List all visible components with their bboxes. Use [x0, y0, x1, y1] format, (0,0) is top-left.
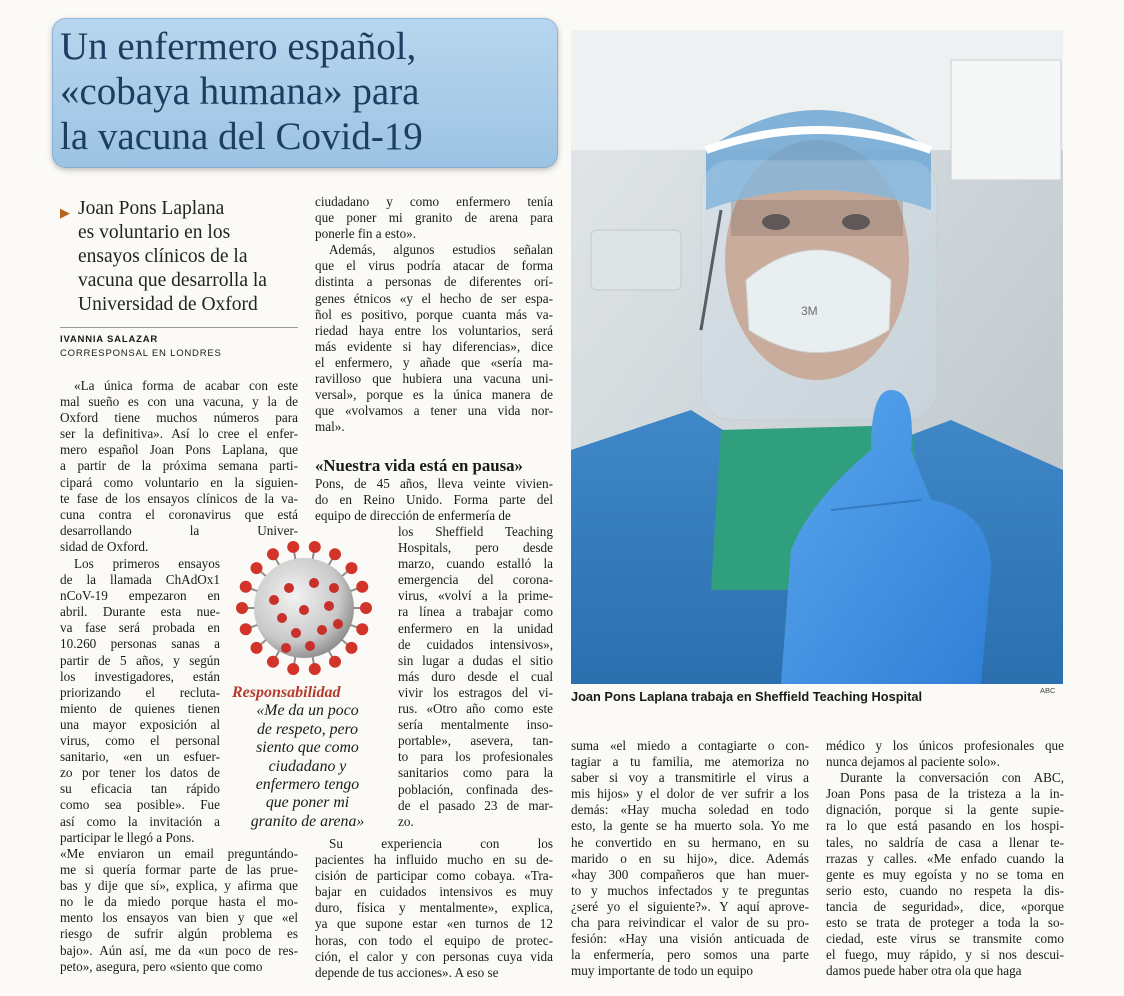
text-line: de cuidados intensivos»,	[398, 636, 553, 652]
virus-spike-head	[329, 548, 341, 560]
text-line: to para los profesionales	[398, 749, 553, 765]
text-line: ciudadano y como enfermero tenía	[315, 194, 553, 209]
text-line: que «volvamos a tener una vida nor-	[315, 403, 553, 419]
virus-spike-head	[236, 602, 248, 614]
text-line: su eficacia tan rápido	[60, 781, 220, 797]
text-line: sin lugar a dudas el sitio	[398, 652, 553, 668]
text-line: Joan Pons pasa de la tristeza a la in-	[826, 786, 1064, 802]
text-line: ra línea a trabajar como	[398, 604, 553, 620]
subhead	[60, 197, 305, 317]
text-line: cisión de participar como cobaya. «Tra-	[315, 868, 553, 884]
column-2-bottom	[315, 836, 553, 981]
text-line: mis hijos» y el dolor de ver sufrir a los	[571, 786, 809, 802]
column-3	[571, 738, 809, 979]
text-line: cha para reivindicar el valor de su pro-	[571, 915, 809, 931]
text-line: más evidente si hay diferencias», dice	[315, 338, 553, 354]
virus-spike-head	[345, 642, 357, 654]
text-line: demás: «Hay mucha soledad en todo	[571, 802, 809, 818]
text-line: tagiar a tu familia, me atemoriza no	[571, 754, 809, 770]
headline-line: Un enfermero español,	[60, 25, 417, 68]
text-line: esto se trata de proteger a toda la so-	[826, 915, 1064, 931]
text-line: te fase de los ensayos clínicos de la va-	[60, 490, 298, 506]
text-line: suma «el miedo a contagiarte o con-	[571, 738, 809, 753]
coronavirus-illustration	[234, 538, 374, 678]
virus-surface-protein	[277, 613, 287, 623]
virus-spike-head	[360, 602, 372, 614]
text-line: fesión: «Hay una visión anticuada de	[571, 931, 809, 947]
pull-quote-line: siento que como	[256, 739, 359, 757]
text-line: depende de tus acciones». A eso se	[315, 964, 499, 980]
text-line: los Sheffield Teaching	[398, 524, 553, 539]
text-line: nCoV-19 empezaron en	[60, 588, 220, 604]
text-line: equipo de dirección de enfermería de	[315, 508, 511, 524]
virus-spike-head	[356, 623, 368, 635]
text-line: rrazas y calles. «Me enfado cuando la	[826, 850, 1064, 866]
text-line: población, confinada des-	[398, 781, 553, 797]
column-1	[60, 378, 298, 555]
text-line: sería mentalmente inso-	[398, 717, 553, 733]
text-line: portable», asevera, tan-	[398, 733, 553, 749]
text-line: esto, la gente se ha muerto sola. Yo me	[571, 818, 809, 834]
nurse-selfie-illustration	[571, 30, 1063, 684]
virus-spike-head	[240, 581, 252, 593]
virus-surface-protein	[324, 601, 334, 611]
text-line: ¿seré yo el siguiente?». Y aquí aprove-	[571, 898, 809, 914]
text-line: sanitario, «en un esfuer-	[60, 749, 220, 765]
text-line: partir de 5 años, y según	[60, 652, 220, 668]
headline-line: la vacuna del Covid-19	[60, 115, 423, 158]
text-line: ra lo que está pasando en los hospi-	[826, 818, 1064, 834]
text-line: to y muchos infectados y te preguntas	[571, 882, 809, 898]
pull-quote-line: que poner mi	[265, 794, 350, 812]
text-line: mero español Joan Pons Laplana, que	[60, 442, 298, 458]
column-1-wrap	[60, 556, 220, 846]
column-4	[826, 738, 1064, 979]
text-line: el fuego, muy rápido, y si nos descui-	[826, 947, 1064, 963]
text-line: cuna contra el coronavirus que está	[60, 506, 298, 522]
text-line: tales, no saldría de casa a llenar te-	[826, 834, 1064, 850]
text-line: ser la definitiva». Así lo cree el enfer-	[60, 426, 298, 442]
text-line: riedad haya entre los voluntarios, será	[315, 322, 553, 338]
text-line: do en Reino Unido. Forma parte del	[315, 492, 553, 508]
text-line: gente es muy egoísta y no se toma en	[826, 866, 1064, 882]
photo-credit: ABC	[1040, 686, 1056, 695]
virus-surface-protein	[309, 578, 319, 588]
text-line: ciedad, este virus se transmite como	[826, 931, 1064, 947]
byline-rule	[60, 327, 298, 328]
text-line: sidad de Oxford.	[60, 538, 149, 554]
text-line: ñol es positivo, porque cuanta más va-	[315, 306, 553, 322]
text-line: que poner mi granito de arena para	[315, 210, 553, 226]
headline-line: «cobaya humana» para	[60, 70, 420, 113]
text-line: Durante la conversación con ABC,	[840, 770, 1064, 786]
text-line: desarrollando la Univer-	[60, 522, 298, 538]
text-line: participar le llegó a Pons.	[60, 829, 195, 845]
pull-quote-line: de respeto, pero	[256, 720, 359, 738]
text-line: enfermero en la unidad	[398, 620, 553, 636]
text-line: mento los ensayos van bien y que «el	[60, 910, 298, 926]
subhead-line: es voluntario en los	[78, 222, 231, 243]
text-line: así como la invitación a	[60, 813, 220, 829]
photo-caption: Joan Pons Laplana trabaja en Sheffield Teaching Hospital	[571, 689, 923, 704]
pull-quote-line: enfermero tengo	[255, 776, 360, 794]
text-line: virus, «volví a la prime-	[398, 588, 553, 604]
virus-surface-protein	[291, 628, 301, 638]
text-line: ción, el calor y con personas cuya vida	[315, 948, 553, 964]
text-line: emergencia del corona-	[398, 572, 553, 588]
text-line: riesgo de sufrir algún problema es	[60, 926, 298, 942]
pull-quote	[225, 684, 390, 831]
text-line: serio esto, cuando no respeta la dis-	[826, 882, 1064, 898]
virus-spike-head	[267, 548, 279, 560]
text-line: he convertido en su hermano, en su	[571, 834, 809, 850]
subhead-line: ensayos clínicos de la	[78, 246, 248, 267]
text-line: abril. Durante esta nue-	[60, 604, 220, 620]
text-line: más duro desde el cual	[398, 668, 553, 684]
virus-surface-protein	[305, 641, 315, 651]
text-line: virus, como el personal	[60, 733, 220, 749]
text-line: marzo, cuando estalló la	[398, 556, 553, 572]
text-line: bajo». Aún así, me da «un poco de res-	[60, 942, 298, 958]
column-2-mid	[315, 476, 553, 524]
text-line: Oxford tiene muchos números para	[60, 410, 298, 426]
pull-quote-line: «Me da un poco	[256, 702, 359, 720]
text-line: va fase será probada en	[60, 620, 220, 636]
mask-brand-text: 3M	[801, 304, 818, 318]
text-line: pacientes ha influido mucho en su de-	[315, 852, 553, 868]
text-line: Pons, de 45 años, lleva veinte vivien-	[315, 476, 553, 491]
text-line: 10.260 personas sanas a	[60, 636, 220, 652]
text-line: Hospitals, pero desde	[398, 540, 553, 556]
text-line: médico y los únicos profesionales que	[826, 738, 1064, 753]
virus-spike-head	[267, 656, 279, 668]
triangle-bullet-icon: ▶	[60, 205, 70, 220]
virus-surface-protein	[329, 583, 339, 593]
text-line: horas, con todo el equipo de protec-	[315, 932, 553, 948]
text-line: zo por tener los datos de	[60, 765, 220, 781]
text-line: me si quería formar parte de las prue-	[60, 862, 298, 878]
text-line: Además, algunos estudios señalan	[329, 242, 553, 258]
text-line: miento de quienes tienen	[60, 700, 220, 716]
virus-surface-protein	[333, 619, 343, 629]
text-line: tancia de seguridad», dice, «porque	[826, 898, 1064, 914]
headline	[60, 24, 560, 159]
text-line: de el pasado 23 de mar-	[398, 797, 553, 813]
text-line: una mayor exposición al	[60, 716, 220, 732]
text-line: cipará como voluntario en la siguien-	[60, 474, 298, 490]
pull-quote-line: ciudadano y	[268, 757, 347, 775]
text-line: zo.	[398, 813, 414, 829]
virus-surface-protein	[299, 605, 309, 615]
text-line: los investigadores, están	[60, 668, 220, 684]
text-line: ravilloso que hubiera una vacuna uni-	[315, 371, 553, 387]
column-2-top	[315, 194, 553, 435]
text-line: duro, física y mentalmente», explica,	[315, 900, 553, 916]
text-line: «Me enviaron un email preguntándo-	[60, 846, 298, 861]
virus-surface-protein	[281, 643, 291, 653]
nurse-photo	[571, 30, 1063, 684]
text-line: de la llamada ChAdOx1	[60, 572, 220, 588]
virus-spike-head	[356, 581, 368, 593]
virus-surface-protein	[317, 625, 327, 635]
virus-spike-head	[240, 623, 252, 635]
text-line: sanitarios como para la	[398, 765, 553, 781]
text-line: que el virus podría atacar de forma	[315, 258, 553, 274]
virus-spike-head	[309, 663, 321, 675]
subhead-line: Universidad de Oxford	[78, 294, 258, 315]
text-line: «hay 300 compañeros que han muer-	[571, 866, 809, 882]
text-line: el enfermero, y añade que «sería ma-	[315, 354, 553, 370]
section-heading: «Nuestra vida está en pausa»	[315, 456, 523, 475]
text-line: Su experiencia con los	[329, 836, 553, 851]
text-line: Los primeros ensayos	[74, 556, 220, 571]
virus-spike-head	[251, 642, 263, 654]
virus-spike-head	[251, 562, 263, 574]
column-1-bottom	[60, 846, 298, 975]
text-line: la enfermería, pero somos una parte	[571, 947, 809, 963]
virus-surface-protein	[269, 595, 279, 605]
pull-quote-kicker: Responsabilidad	[232, 684, 341, 701]
text-line: versal», porque es la única manera de	[315, 387, 553, 403]
text-line: como sea posible». Fue	[60, 797, 220, 813]
virus-spike-head	[329, 656, 341, 668]
text-line: dignación, porque si la gente supie-	[826, 802, 1064, 818]
text-line: damos puede haber otra ola que haga	[826, 963, 1022, 979]
text-line: muy importante de todo un equipo	[571, 963, 754, 979]
text-line: ya que supone estar «en turnos de 12	[315, 916, 553, 932]
text-line: mal sueño es con una vacuna, y la de	[60, 394, 298, 410]
pull-quote-line: granito de arena»	[250, 812, 365, 830]
text-line: rus. «Otro año como este	[398, 701, 553, 717]
byline	[60, 334, 222, 359]
byline-name: IVANNIA SALAZAR	[60, 334, 159, 345]
subhead-line: vacuna que desarrolla la	[78, 270, 267, 291]
virus-spike-head	[345, 562, 357, 574]
subhead-line: Joan Pons Laplana	[78, 198, 225, 219]
text-line: genes étnicos «y el hecho de ser espa-	[315, 290, 553, 306]
text-line: bas y dije que sí», explica, y afirma que	[60, 878, 298, 894]
text-line: ponerle fin a esto».	[315, 226, 417, 242]
text-line: peto», asegura, pero «siento que como	[60, 958, 263, 974]
virus-surface-protein	[284, 583, 294, 593]
text-line: marido o en su hijo», dice. Además	[571, 850, 809, 866]
virus-spike-head	[287, 541, 299, 553]
virus-spike-head	[309, 541, 321, 553]
text-line: saber si voy a transmitirle el virus a	[571, 770, 809, 786]
text-line: mal».	[315, 419, 345, 435]
text-line: no le da miedo porque hasta el mo-	[60, 894, 298, 910]
virus-spike-head	[287, 663, 299, 675]
text-line: priorizando el recluta-	[60, 684, 220, 700]
text-line: bajar en cuidados intensivos es muy	[315, 884, 553, 900]
text-line: nunca dejamos al paciente solo».	[826, 754, 1000, 770]
column-2-wrap	[398, 524, 553, 830]
text-line: a partir de la próxima semana parti-	[60, 458, 298, 474]
text-line: distinta a personas de diferentes orí-	[315, 274, 553, 290]
byline-role: CORRESPONSAL EN LONDRES	[60, 348, 222, 359]
text-line: vivir los estragos del vi-	[398, 684, 553, 700]
text-line: «La única forma de acabar con este	[74, 378, 298, 393]
